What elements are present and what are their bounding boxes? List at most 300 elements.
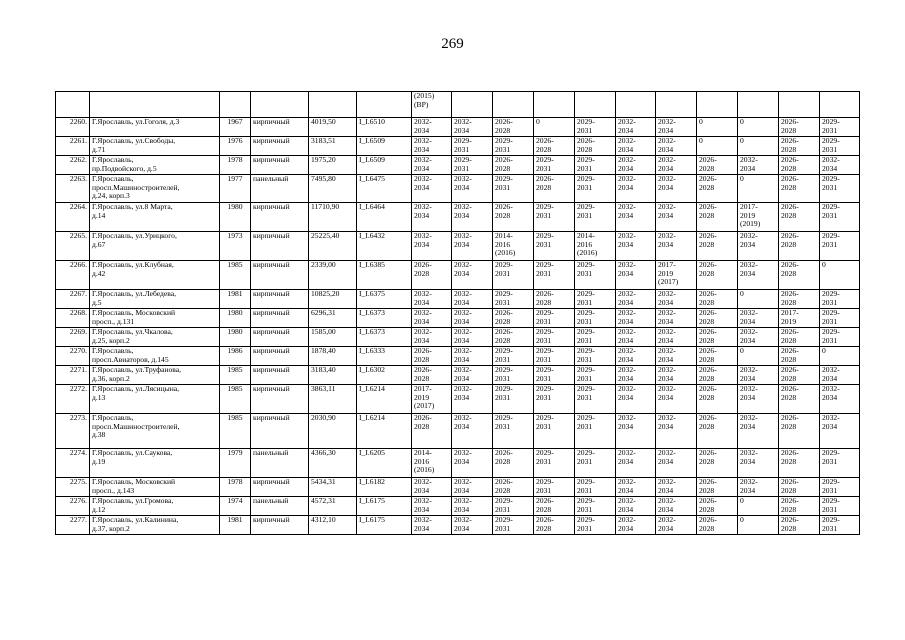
period-cell: 2032- 2034: [616, 347, 656, 366]
period-cell: 2029- 2031: [493, 137, 534, 156]
table-row: [56, 232, 860, 261]
period-cell: 2026- 2028: [697, 478, 738, 497]
period-cell: 2029- 2031: [575, 203, 616, 232]
period-cell: 2026- 2028: [697, 309, 738, 328]
row-number-cell: 2269.: [56, 328, 90, 347]
period-cell: 2032- 2034: [616, 478, 656, 497]
area-cell: 5434,31: [309, 478, 357, 497]
period-cell: 2032- 2034: [820, 156, 860, 175]
period-cell: 2032- 2034: [412, 137, 452, 156]
period-cell: 2029- 2031: [493, 290, 534, 309]
period-cell: 2032- 2034: [452, 118, 493, 137]
year-cell: 1979: [220, 449, 251, 478]
year-cell: 1985: [220, 261, 251, 290]
row-number-cell: 2261.: [56, 137, 90, 156]
address-cell: Г.Ярославль, ул.Громова, д.12: [90, 497, 220, 516]
period-cell: 2029- 2031: [452, 137, 493, 156]
period-cell: 2032- 2034: [738, 261, 779, 290]
table-cell: [575, 92, 616, 118]
period-cell: 2029- 2031: [820, 290, 860, 309]
period-cell: 2026- 2028: [779, 156, 820, 175]
period-cell: 2032- 2034: [616, 449, 656, 478]
period-cell: 2026- 2028: [697, 347, 738, 366]
table-row: [56, 290, 860, 309]
row-number-cell: 2275.: [56, 478, 90, 497]
period-cell: 2032- 2034: [616, 156, 656, 175]
period-cell: 2026- 2028: [779, 290, 820, 309]
area-cell: 3183,51: [309, 137, 357, 156]
code-cell: I_I.6205: [357, 449, 412, 478]
area-cell: 6296,31: [309, 309, 357, 328]
table-cell: [534, 92, 575, 118]
address-cell: Г.Ярославль, пр.Подвойского, д.5: [90, 156, 220, 175]
address-cell: Г.Ярославль, просп.Машиностроителей, д.38: [90, 414, 220, 449]
period-cell: 2026- 2028: [779, 347, 820, 366]
period-cell: 2026- 2028: [779, 232, 820, 261]
period-cell: 2026- 2028: [779, 203, 820, 232]
period-cell: 0: [738, 290, 779, 309]
period-cell: 2026- 2028: [493, 309, 534, 328]
code-cell: I_I.6385: [357, 261, 412, 290]
period-cell: 2029- 2031: [493, 261, 534, 290]
period-cell: 2032- 2034: [412, 478, 452, 497]
period-cell: 2032- 2034: [616, 203, 656, 232]
table-row: [56, 414, 860, 449]
period-cell: 2026- 2028: [697, 261, 738, 290]
period-cell: 0: [697, 137, 738, 156]
period-cell: 2017- 2019 (2019): [738, 203, 779, 232]
period-cell: 2026- 2028: [534, 290, 575, 309]
period-cell: 2032- 2034: [656, 290, 697, 309]
period-cell: 2032- 2034: [412, 309, 452, 328]
period-cell: 2032- 2034: [412, 516, 452, 535]
table-cell: [357, 92, 412, 118]
row-number-cell: 2260.: [56, 118, 90, 137]
period-cell: 2029- 2031: [820, 175, 860, 203]
period-cell: 2029- 2031: [575, 347, 616, 366]
period-cell: 2029- 2031: [534, 232, 575, 261]
material-cell: кирпичный: [251, 137, 309, 156]
material-cell: панельный: [251, 449, 309, 478]
address-cell: Г.Ярославль, ул.Труфанова, д.36, корп.2: [90, 366, 220, 385]
period-cell: 2026- 2028: [779, 366, 820, 385]
period-cell: 2032- 2034: [616, 261, 656, 290]
row-number-cell: 2268.: [56, 309, 90, 328]
period-cell: 2032- 2034: [616, 366, 656, 385]
table-row: [56, 516, 860, 535]
table-cell: [90, 92, 220, 118]
table-cell: [779, 92, 820, 118]
material-cell: кирпичный: [251, 309, 309, 328]
period-cell: 2032- 2034: [412, 232, 452, 261]
table-row: [56, 385, 860, 414]
code-cell: I_I.6175: [357, 516, 412, 535]
row-number-cell: 2262.: [56, 156, 90, 175]
period-cell: 2026- 2028: [779, 118, 820, 137]
period-cell: 2026- 2028: [779, 385, 820, 414]
material-cell: кирпичный: [251, 328, 309, 347]
material-cell: кирпичный: [251, 261, 309, 290]
code-cell: I_I.6464: [357, 203, 412, 232]
period-cell: 2017- 2019 (2017): [656, 261, 697, 290]
period-cell: 2026- 2028: [697, 328, 738, 347]
code-cell: I_I.6182: [357, 478, 412, 497]
period-cell: 2026- 2028: [779, 449, 820, 478]
period-cell: 2032- 2034: [412, 497, 452, 516]
period-cell: 2026- 2028: [779, 497, 820, 516]
material-cell: кирпичный: [251, 156, 309, 175]
period-cell: 2029- 2031: [534, 328, 575, 347]
area-cell: 2030,90: [309, 414, 357, 449]
area-cell: 7495,80: [309, 175, 357, 203]
period-cell: 2029- 2031: [493, 516, 534, 535]
period-cell: 0: [534, 118, 575, 137]
page-number: 269: [441, 36, 464, 52]
period-cell: 2029- 2031: [575, 516, 616, 535]
area-cell: 10825,20: [309, 290, 357, 309]
table-row: [56, 261, 860, 290]
period-cell: 2029- 2031: [534, 309, 575, 328]
table-row: [56, 478, 860, 497]
period-cell: 2032- 2034: [452, 290, 493, 309]
period-cell: 2026- 2028: [779, 478, 820, 497]
period-cell: 2029- 2031: [575, 118, 616, 137]
period-cell: 2029- 2031: [575, 309, 616, 328]
area-cell: 3863,11: [309, 385, 357, 414]
period-cell: 2032- 2034: [820, 385, 860, 414]
table-cell: (2015) (ВР): [412, 92, 452, 118]
code-cell: I_I.6175: [357, 497, 412, 516]
material-cell: панельный: [251, 497, 309, 516]
period-cell: 2029- 2031: [575, 261, 616, 290]
period-cell: 2032- 2034: [616, 497, 656, 516]
row-number-cell: 2276.: [56, 497, 90, 516]
period-cell: 2026- 2028: [493, 328, 534, 347]
table-cell: [820, 92, 860, 118]
period-cell: 0: [820, 261, 860, 290]
period-cell: 0: [738, 516, 779, 535]
period-cell: 2032- 2034: [616, 137, 656, 156]
period-cell: 2026- 2028: [493, 449, 534, 478]
period-cell: 2029- 2031: [534, 261, 575, 290]
period-cell: 2026- 2028: [779, 261, 820, 290]
period-cell: 2032- 2034: [616, 516, 656, 535]
year-cell: 1985: [220, 385, 251, 414]
table-row: [56, 347, 860, 366]
period-cell: 2032- 2034: [820, 366, 860, 385]
period-cell: 0: [738, 118, 779, 137]
period-cell: 2029- 2031: [534, 385, 575, 414]
period-cell: 2026- 2028: [697, 366, 738, 385]
period-cell: 2032- 2034: [738, 385, 779, 414]
area-cell: 4312,10: [309, 516, 357, 535]
period-cell: 2029- 2031: [534, 347, 575, 366]
period-cell: 2026- 2028: [493, 478, 534, 497]
period-cell: 2032- 2034: [412, 118, 452, 137]
row-number-cell: 2274.: [56, 449, 90, 478]
period-cell: 2026- 2028: [534, 497, 575, 516]
period-cell: 2032- 2034: [616, 290, 656, 309]
table-row: [56, 497, 860, 516]
code-cell: I_I.6509: [357, 137, 412, 156]
area-cell: 1585,00: [309, 328, 357, 347]
area-cell: 11710,90: [309, 203, 357, 232]
row-number-cell: 2273.: [56, 414, 90, 449]
period-cell: 2017- 2019 (2017): [412, 385, 452, 414]
period-cell: 0: [738, 175, 779, 203]
period-cell: 2032- 2034: [452, 414, 493, 449]
period-cell: 2026- 2028: [412, 261, 452, 290]
period-cell: 2032- 2034: [738, 156, 779, 175]
material-cell: кирпичный: [251, 347, 309, 366]
period-cell: 2032- 2034: [738, 309, 779, 328]
address-cell: Г.Ярославль, ул.Лясицына, д.13: [90, 385, 220, 414]
table-row: [56, 175, 860, 203]
period-cell: 2029- 2031: [820, 137, 860, 156]
year-cell: 1974: [220, 497, 251, 516]
period-cell: 2026- 2028: [412, 414, 452, 449]
row-number-cell: 2272.: [56, 385, 90, 414]
year-cell: 1985: [220, 366, 251, 385]
address-cell: Г.Ярославль, просп.Машиностроителей, д.24, корп.3: [90, 175, 220, 203]
period-cell: 2029- 2031: [820, 309, 860, 328]
year-cell: 1980: [220, 309, 251, 328]
table-cell: [452, 92, 493, 118]
period-cell: 2032- 2034: [616, 309, 656, 328]
table-cell: [656, 92, 697, 118]
address-cell: Г.Ярославль, ул.Саукова, д.19: [90, 449, 220, 478]
period-cell: 2026- 2028: [493, 203, 534, 232]
address-cell: Г.Ярославль, ул.Урицкого, д.67: [90, 232, 220, 261]
code-cell: I_I.6475: [357, 175, 412, 203]
period-cell: 2029- 2031: [534, 478, 575, 497]
period-cell: 2032- 2034: [412, 203, 452, 232]
period-cell: 2032- 2034: [412, 175, 452, 203]
period-cell: 2032- 2034: [616, 328, 656, 347]
period-cell: 2026- 2028: [493, 118, 534, 137]
area-cell: 25225,40: [309, 232, 357, 261]
period-cell: 2014- 2016 (2016): [493, 232, 534, 261]
code-cell: I_I.6432: [357, 232, 412, 261]
period-cell: 2029- 2031: [820, 232, 860, 261]
period-cell: 2032- 2034: [656, 449, 697, 478]
period-cell: 2026- 2028: [534, 516, 575, 535]
year-cell: 1977: [220, 175, 251, 203]
row-number-cell: 2264.: [56, 203, 90, 232]
period-cell: 2029- 2031: [534, 414, 575, 449]
period-cell: 2026- 2028: [779, 414, 820, 449]
table-cell: [56, 92, 90, 118]
period-cell: 2026- 2028: [493, 156, 534, 175]
period-cell: 2032- 2034: [452, 309, 493, 328]
period-cell: 2026- 2028: [697, 497, 738, 516]
material-cell: кирпичный: [251, 290, 309, 309]
year-cell: 1976: [220, 137, 251, 156]
material-cell: панельный: [251, 175, 309, 203]
period-cell: 2029- 2031: [493, 414, 534, 449]
period-cell: 0: [738, 137, 779, 156]
period-cell: 2026- 2028: [697, 290, 738, 309]
continuation-row: [56, 92, 860, 118]
year-cell: 1985: [220, 414, 251, 449]
address-cell: Г.Ярославль, ул.Калинина, д.37, корп.2: [90, 516, 220, 535]
period-cell: 2032- 2034: [452, 261, 493, 290]
period-cell: 2029- 2031: [575, 366, 616, 385]
year-cell: 1980: [220, 203, 251, 232]
period-cell: 2026- 2028: [697, 156, 738, 175]
table-row: [56, 156, 860, 175]
table-cell: [616, 92, 656, 118]
table-cell: [697, 92, 738, 118]
period-cell: 2032- 2034: [452, 449, 493, 478]
period-cell: 2029- 2031: [575, 385, 616, 414]
period-cell: 2032- 2034: [616, 175, 656, 203]
material-cell: кирпичный: [251, 118, 309, 137]
period-cell: 2026- 2028: [697, 516, 738, 535]
row-number-cell: 2271.: [56, 366, 90, 385]
period-cell: 2029- 2031: [493, 497, 534, 516]
period-cell: 2032- 2034: [452, 478, 493, 497]
period-cell: 2032- 2034: [738, 449, 779, 478]
year-cell: 1978: [220, 156, 251, 175]
address-cell: Г.Ярославль, ул.8 Марта, д.14: [90, 203, 220, 232]
code-cell: I_I.6214: [357, 385, 412, 414]
table-row: [56, 137, 860, 156]
address-cell: Г.Ярославль, просп.Авиаторов, д.145: [90, 347, 220, 366]
period-cell: 2029- 2031: [820, 497, 860, 516]
material-cell: кирпичный: [251, 478, 309, 497]
period-cell: 0: [738, 497, 779, 516]
period-cell: 2032- 2034: [738, 366, 779, 385]
period-cell: 2029- 2031: [493, 175, 534, 203]
table-cell: [220, 92, 251, 118]
period-cell: 2029- 2031: [820, 328, 860, 347]
period-cell: 2029- 2031: [534, 203, 575, 232]
table-cell: [493, 92, 534, 118]
year-cell: 1981: [220, 290, 251, 309]
period-cell: 2032- 2034: [656, 414, 697, 449]
address-cell: Г.Ярославль, ул.Чкалова, д.25, корп.2: [90, 328, 220, 347]
period-cell: 2029- 2031: [493, 347, 534, 366]
period-cell: 2032- 2034: [820, 414, 860, 449]
period-cell: 2029- 2031: [493, 385, 534, 414]
period-cell: 2029- 2031: [452, 156, 493, 175]
row-number-cell: 2266.: [56, 261, 90, 290]
row-number-cell: 2263.: [56, 175, 90, 203]
period-cell: 2032- 2034: [616, 414, 656, 449]
period-cell: 2032- 2034: [452, 366, 493, 385]
area-cell: 3183,40: [309, 366, 357, 385]
period-cell: 2032- 2034: [452, 203, 493, 232]
period-cell: 2026- 2028: [412, 366, 452, 385]
year-cell: 1973: [220, 232, 251, 261]
period-cell: 2032- 2034: [452, 497, 493, 516]
period-cell: 2032- 2034: [656, 309, 697, 328]
period-cell: 2032- 2034: [412, 290, 452, 309]
period-cell: 2032- 2034: [656, 203, 697, 232]
period-cell: 2032- 2034: [656, 156, 697, 175]
code-cell: I_I.6373: [357, 328, 412, 347]
year-cell: 1981: [220, 516, 251, 535]
code-cell: I_I.6302: [357, 366, 412, 385]
period-cell: 2029- 2031: [575, 449, 616, 478]
period-cell: 2014- 2016 (2016): [575, 232, 616, 261]
code-cell: I_I.6333: [357, 347, 412, 366]
period-cell: 2029- 2031: [575, 478, 616, 497]
housing-register-table: [55, 91, 860, 535]
period-cell: 2029- 2031: [534, 156, 575, 175]
area-cell: 2339,00: [309, 261, 357, 290]
address-cell: Г.Ярославль, ул.Клубная, д.42: [90, 261, 220, 290]
period-cell: 2032- 2034: [656, 347, 697, 366]
period-cell: 2026- 2028: [697, 449, 738, 478]
table-row: [56, 449, 860, 478]
period-cell: 2029- 2031: [820, 203, 860, 232]
address-cell: Г.Ярославль, ул.Свободы, д.71: [90, 137, 220, 156]
period-cell: 0: [738, 347, 779, 366]
period-cell: 2029- 2031: [820, 516, 860, 535]
period-cell: 2032- 2034: [452, 347, 493, 366]
period-cell: 2032- 2034: [452, 385, 493, 414]
period-cell: 2032- 2034: [656, 516, 697, 535]
period-cell: 2032- 2034: [738, 478, 779, 497]
period-cell: 2029- 2031: [575, 328, 616, 347]
code-cell: I_I.6373: [357, 309, 412, 328]
period-cell: 2029- 2031: [534, 449, 575, 478]
period-cell: 2032- 2034: [656, 175, 697, 203]
period-cell: 2026- 2028: [779, 137, 820, 156]
period-cell: 2014- 2016 (2016): [412, 449, 452, 478]
period-cell: 2026- 2028: [697, 175, 738, 203]
period-cell: 2032- 2034: [656, 497, 697, 516]
table-cell: [251, 92, 309, 118]
period-cell: 2032- 2034: [656, 137, 697, 156]
period-cell: 2032- 2034: [616, 232, 656, 261]
year-cell: 1967: [220, 118, 251, 137]
period-cell: 2029- 2031: [575, 156, 616, 175]
period-cell: 2026- 2028: [534, 137, 575, 156]
area-cell: 1975,20: [309, 156, 357, 175]
code-cell: I_I.6214: [357, 414, 412, 449]
code-cell: I_I.6375: [357, 290, 412, 309]
period-cell: 2032- 2034: [616, 385, 656, 414]
material-cell: кирпичный: [251, 203, 309, 232]
period-cell: 2026- 2028: [697, 385, 738, 414]
period-cell: 2029- 2031: [820, 478, 860, 497]
period-cell: 2032- 2034: [656, 366, 697, 385]
period-cell: 2029- 2031: [575, 497, 616, 516]
period-cell: 2032- 2034: [656, 478, 697, 497]
row-number-cell: 2270.: [56, 347, 90, 366]
period-cell: 2032- 2034: [656, 385, 697, 414]
table-row: [56, 309, 860, 328]
period-cell: 2029- 2031: [575, 414, 616, 449]
address-cell: Г.Ярославль, Московский просп., д.131: [90, 309, 220, 328]
period-cell: 2029- 2031: [575, 175, 616, 203]
period-cell: 2032- 2034: [412, 156, 452, 175]
period-cell: 2026- 2028: [779, 328, 820, 347]
year-cell: 1986: [220, 347, 251, 366]
period-cell: 2029- 2031: [820, 118, 860, 137]
period-cell: 2026- 2028: [779, 516, 820, 535]
period-cell: 2032- 2034: [738, 232, 779, 261]
table-cell: [738, 92, 779, 118]
code-cell: I_I.6510: [357, 118, 412, 137]
row-number-cell: 2265.: [56, 232, 90, 261]
period-cell: 2032- 2034: [616, 118, 656, 137]
period-cell: 2026- 2028: [412, 347, 452, 366]
period-cell: 2017- 2019: [779, 309, 820, 328]
